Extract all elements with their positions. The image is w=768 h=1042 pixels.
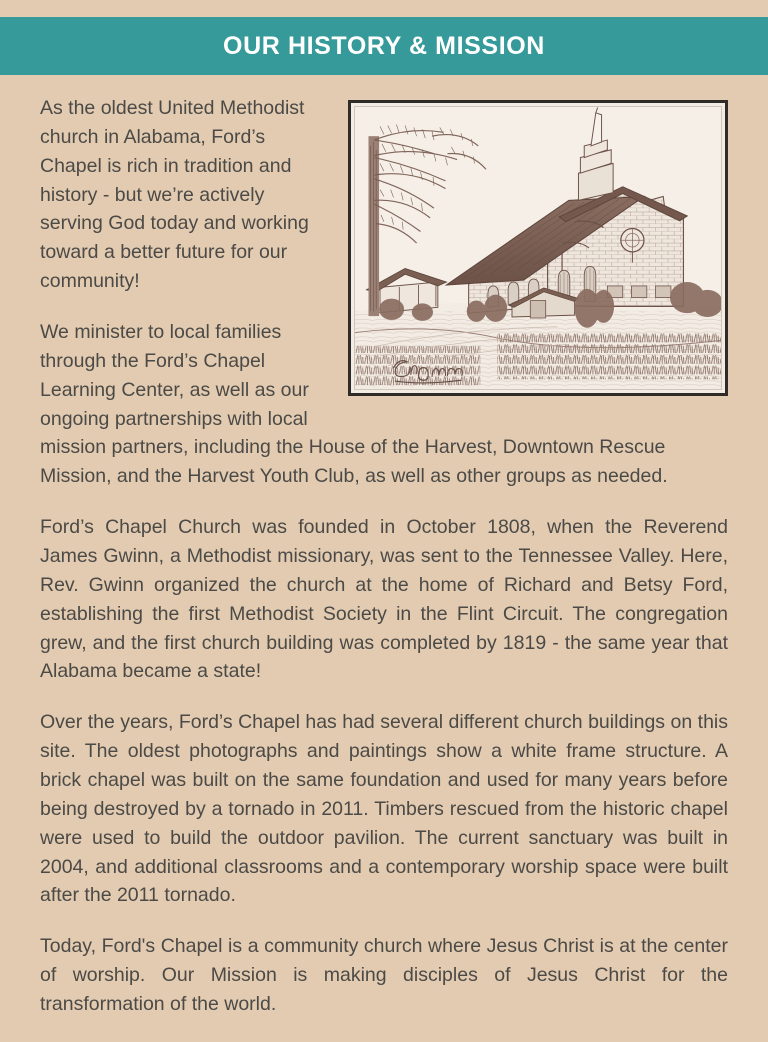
section-header-band	[0, 17, 768, 75]
paragraph-founding: Ford’s Chapel Church was founded in October 1808, when the Reverend James Gwinn, a Methodist missionary, was sent to the Tennessee Valley. Here, Rev. Gwinn organized the church at the home of Richard and Betsy Ford, establishing the first Methodist Society in the Flint Circuit. The congregation grew, and the first church building was completed by 1819 - the same year that Alabama became a state!	[40, 516, 728, 683]
paragraph-mission: Today, Ford's Chapel is a community church where Jesus Christ is at the center of worship. Our Mission is making disciples of Jesus Christ for the transformation of the world.	[40, 935, 728, 1016]
paragraph-ministry: We minister to local families through the Ford’s Chapel Learning Center, as well as our ongoing partnerships with local mission partners, including the House of the Harvest, Downtown Rescue Mission, and the Harvest Youth Club, as well as other groups as needed.	[40, 321, 668, 488]
paragraph-buildings: Over the years, Ford’s Chapel has had several different church buildings on this site. The oldest photographs and paintings show a white frame structure. A brick chapel was built on the same foundation and used for many years before being destroyed by a tornado in 2011. Timbers rescued from the historic chapel were used to build the outdoor pavilion. The current sanctuary was built in 2004, and additional classrooms and a contemporary worship space were built after the 2011 tornado.	[40, 711, 728, 907]
church-sketch-image	[354, 106, 722, 390]
article-body	[40, 94, 728, 1019]
church-sketch-figure	[348, 100, 728, 396]
page-title: OUR HISTORY & MISSION	[223, 31, 545, 60]
church-sketch-drawing	[355, 107, 721, 389]
paragraph-intro: As the oldest United Methodist church in Alabama, Ford’s Chapel is rich in tradition and history - but we’re actively serving God today and working toward a better future for our community!	[40, 97, 309, 293]
